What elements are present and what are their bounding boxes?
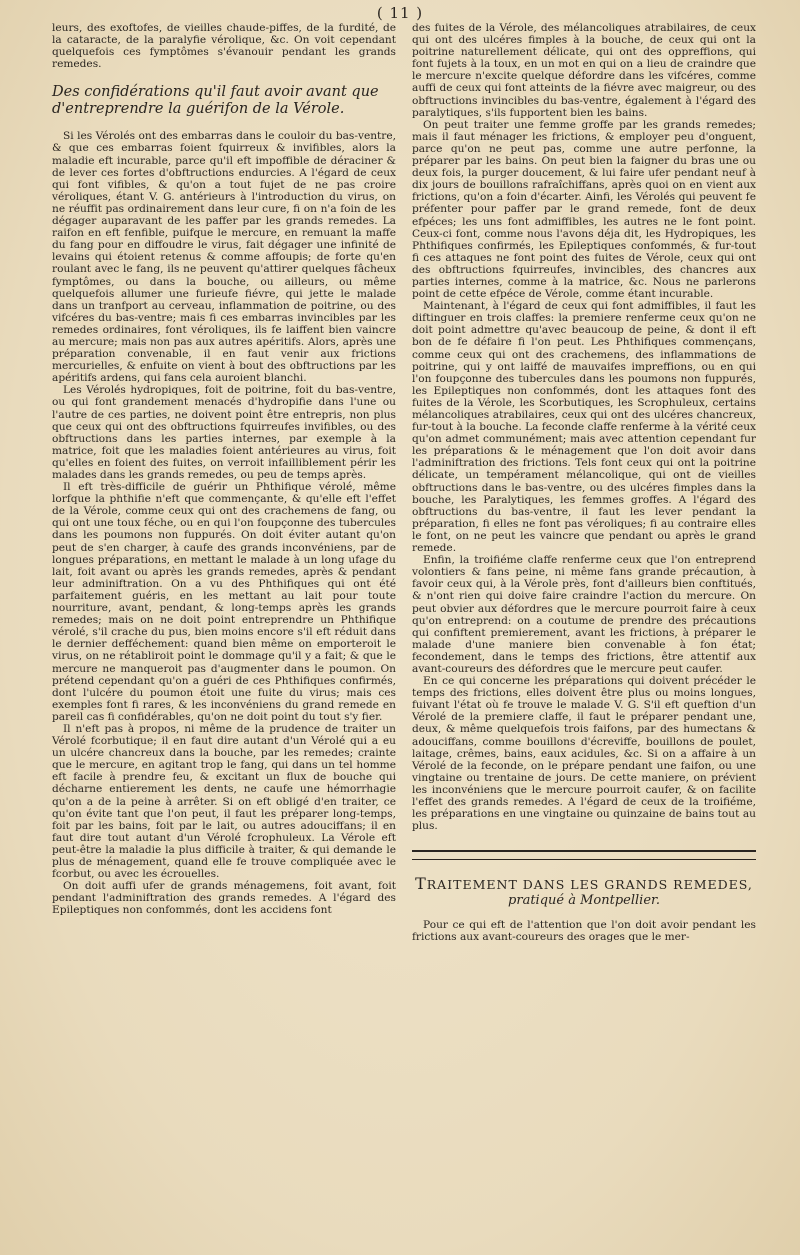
section-subtitle: pratiqué à Montpellier.	[508, 893, 660, 909]
section-heading: Des confidérations qu'il faut avoir avant que d'entreprendre la guérifon de la Vérole.	[52, 84, 379, 118]
paragraph: Pour ce qui eft de l'attention que l'on doit avoir pendant les frictions aux avant-coureurs des orages que le mer-	[412, 919, 756, 944]
intro-paragraph: leurs, des exoftofes, de vieilles chaude-piffes, de la furdité, de la cataracte, de la paralyfie vérolique, &c. On voit cependant quelquefois ces fymptômes s'évanouir pendant les grands remedes.	[52, 22, 396, 71]
paragraph: Enfin, la troifiéme claffe renferme ceux que l'on entreprend volontiers & fans peine, ni même fans grande précaution, à favoir ceux qui, à la Vérole près, font d'ailleurs bien conftitués, & n'ont rien qui doive faire craindre l'action du mercure. On peut obvier aux défordres que le mercure pourroit faire à ceux qu'on entreprend: on a coutume de prendre des précautions qui confiftent premierement, avant les frictions, à préparer le malade d'une maniere bien convenable à fon état; fecondement, dans le temps des frictions, être attentif aux avant-coureurs des défordres que le mercure peut caufer.	[412, 554, 756, 675]
paragraph: Maintenant, à l'égard de ceux qui font admiffibles, il faut les diftinguer en trois claffes: la premiere renferme ceux qu'on ne doit point admettre qu'avec beaucoup de peine, & dont il eft bon de fe défaire fi l'on peut. Les Phthifiques commençans, comme ceux qui ont des crachemens, des inflammations de poitrine, qui y ont laiffé de mauvaifes impreffions, ou en qui l'on foupçonne des tubercules dans les poumons non fuppurés, les Epileptiques non confommés, dont les attaques font des fuites de la Vérole, les Scorbutiques, les Scrophuleux, certains mélancoliques atrabilaires, ceux qui ont des ulcéres chancreux, fur-tout à la bouche. La feconde claffe renferme à la vérité ceux qu'on admet communément; mais avec attention cependant fur les préparations & le ménagement que l'on doit avoir dans l'adminiftration des frictions. Tels font ceux qui ont la poitrine délicate, un tempérament mélancolique, qui ont de vieilles obftructions dans le bas-ventre, ou des ulcéres fimples dans la bouche, les Paralytiques, les femmes groffes. A l'égard des obftructions du bas-ventre, il faut les lever pendant la préparation, fi elles ne font pas véroliques; fi au contraire elles le font, on ne peut les vaincre que pendant ou après le grand remede.	[412, 300, 756, 555]
paragraph: Il n'eft pas à propos, ni même de la prudence de traiter un Vérolé fcorbutique; il en faut dire autant d'un Vérolé qui a eu un ulcére chancreux dans la bouche, par les remedes; crainte que le mercure, en agitant trop le fang, qui dans un tel homme eft facile à prendre feu, & excitant un flux de bouche qui décharne entierement les dents, ne caufe une hémorrhagie qu'on a de la peine à arrêter. Si on eft obligé d'en traiter, ce qu'on évite tant que l'on peut, il faut les préparer long-temps, foit par les bains, foit par le lait, ou autres adouciffans; il en faut dire tout autant d'un Vérolé fcrophuleux. La Vérole eft peut-être la maladie la plus difficile à traiter, & qui demande le plus de ménagement, quand elle fe trouve compliquée avec le fcorbut, ou avec les écrouelles.	[52, 722, 396, 881]
left-column	[52, 22, 396, 916]
paragraph: des fuites de la Vérole, des mélancoliques atrabilaires, de ceux qui ont des ulcéres fimples à la bouche, de ceux qui ont la poitrine naturellement délicate, qui ont des oppreffions, qui font fujets à la toux, en un mot en qui on a lieu de craindre que le mercure n'excite quelque défordre dans les vifcéres, comme auffi de ceux qui font atteints de la fiévre avec maigreur, ou des obftructions invincibles du bas-ventre, également à l'égard des paralytiques, s'ils fupportent bien les bains.	[412, 22, 756, 119]
section-title	[412, 876, 756, 893]
paragraph: On peut traiter une femme groffe par les grands remedes; mais il faut ménager les frictions, & employer peu d'onguent, parce qu'on ne peut pas, comme une autre perfonne, la préparer par les bains. On peut bien la faigner du bras une ou deux fois, la purger doucement, & lui faire ufer pendant neuf à dix jours de bouillons rafraîchiffans, après quoi on en vient aux frictions, qu'on a foin d'écarter. Ainfi, les Vérolés qui peuvent fe préfenter pour paffer par le grand remede, font de deux efpéces; les uns font admiffibles, les autres ne le font point. Ceux-ci font, comme nous l'avons déja dit, les Hydropiques, les Phthifiques confirmés, les Epileptiques confommés, & fur-tout fi ces attaques ne font point des fuites de Vérole, ceux qui ont des obftructions fquirreufes, invincibles, des chancres aux parties internes, comme à la matrice, &c. Nous ne parlerons point de cette efpéce de Vérole, comme étant incurable.	[412, 118, 756, 301]
paragraph: Si les Vérolés ont des embarras dans le couloir du bas-ventre, & que ces embarras foient fquirreux & invifibles, alors la maladie eft incurable, parce qu'il eft impoffible de déraciner & de lever ces fortes d'obftructions endurcies. A l'égard de ceux qui font vifibles, & qu'on a tout fujet de ne pas croire véroliques, étant V. G. antérieurs à l'introduction du virus, on ne réuffit pas ordinairement dans leur cure, fi on n'a foin de les dégager auparavant de les paffer par les grands remedes. La raifon en eft fenfible, puifque le mercure, en remuant la maffe du fang pour en diffoudre le virus, fait dégager une infinité de levains qui étoient retenus & comme affoupis; de forte qu'en roulant avec le fang, ils ne peuvent qu'attirer quelques fâcheux fymptômes, ou dans la bouche, ou ailleurs, ou même quelquefois allumer une furieufe fiévre, qui jette le malade dans un tranfport au cerveau, inflammation de poitrine, ou des vifcéres du bas-ventre; mais fi ces embarras invincibles par les remedes ordinaires, font véroliques, ils fe laiffent bien vaincre au mercure; mais non pas aux autres apéritifs. Alors, après une préparation convenable, il en faut venir aux frictions mercurielles, & enfuite on vient à bout des obftructions par les apéritifs ardens, qui fans cela auroient blanchi.	[52, 130, 396, 385]
paragraph: On doit auffi ufer de grands ménagemens, foit avant, foit pendant l'adminiftration des grands remedes. A l'égard des Epileptiques non confommés, dont les accidens font	[52, 880, 396, 917]
section-title-text: RAITEMENT DANS LES GRANDS REMEDES,	[426, 877, 753, 893]
right-column	[412, 22, 756, 944]
section-title-initial: T	[415, 874, 427, 894]
page-number: ( 11 )	[376, 4, 424, 22]
paragraph: Il eft très-difficile de guérir un Phthifique vérolé, même lorfque la phthifie n'eft que commençante, & qu'elle eft l'effet de la Vérole, comme ceux qui ont des crachemens de fang, ou qui ont une toux féche, ou en qui l'on foupçonne des tubercules dans les poumons non fuppurés. On doit éviter autant qu'on peut de s'en charger, à caufe des grands inconvéniens, par de longues préparations, en mettant le malade à un long ufage du lait, foit avant ou après les grands remedes, après & pendant leur adminiftration. On a vu des Phthifiques qui ont été parfaitement guéris, en les mettant au lait pour toute nourriture, avant, pendant, & long-temps après les grands remedes; mais on ne doit point entreprendre un Phthifique vérolé, s'il crache du pus, bien moins encore s'il eft réduit dans le dernier defféchement: quand bien même on emporteroit le virus, on ne rétabliroit point le dommage qu'il y a fait; & que le mercure ne manqueroit pas d'augmenter dans le poumon. On prétend cependant qu'on a guéri de ces Phthifiques confirmés, dont l'ulcére du poumon étoit une fuite du virus; mais ces exemples font fi rares, & les inconvéniens du grand remede en pareil cas fi confidérables, qu'on ne doit point du tout s'y fier.	[52, 481, 396, 723]
paragraph: En ce qui concerne les préparations qui doivent précéder le temps des frictions, elles doivent être plus ou moins longues, fuivant l'état où fe trouve le malade V. G. S'il eft queftion d'un Vérolé de la premiere claffe, il faut le préparer pendant une, deux, & même quelquefois trois faifons, par des humectans & adouciffans, comme bouillons d'écreviffe, bouillons de poulet, laitage, crêmes, bains, eaux acidules, &c. Si on a affaire à un Vérolé de la feconde, on le prépare pendant une faifon, ou une vingtaine ou trentaine de jours. De cette maniere, on prévient les inconvéniens que le mercure pourroit caufer, & on facilite l'effet des grands remedes. A l'égard de ceux de la troifiéme, les préparations en une vingtaine ou quinzaine de bains tout au plus.	[412, 675, 756, 833]
double-rule-divider	[412, 850, 756, 860]
paragraph: Les Vérolés hydropiques, foit de poitrine, foit du bas-ventre, ou qui font grandement menacés d'hydropifie dans l'une ou l'autre de ces parties, ne doivent point être entrepris, non plus que ceux qui ont des obftructions fquirreufes invifibles, ou des obftructions dans les parties internes, par exemple à la matrice, foit que les maladies foient antérieures au virus, foit qu'elles en foient des fuites, on verroit infailliblement périr les malades dans les grands remedes, ou peu de temps après.	[52, 384, 396, 481]
